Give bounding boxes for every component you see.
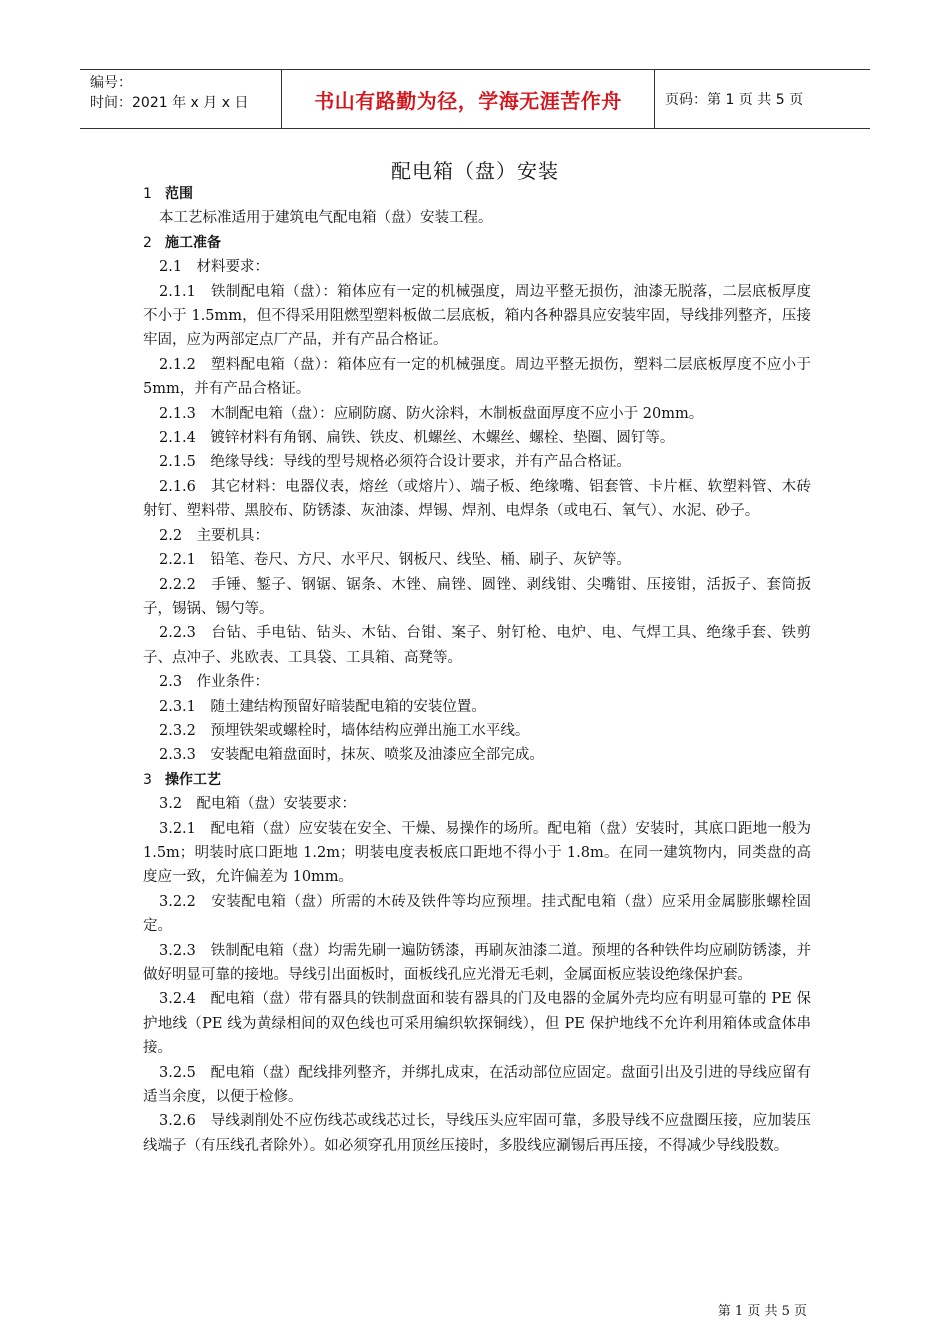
section-heading [143,231,811,255]
body-paragraph: 2.1.6 其它材料：电器仪表，熔丝（或熔片）、端子板、绝缘嘴、铝套管、卡片框、软塑料管、木砖射钉、塑料带、黑胶布、防锈漆、灰油漆、焊锡、焊剂、电焊条（或电石、氧气）、水泥、砂子。 [143,478,811,520]
body-paragraph: 2.1.3 木制配电箱（盘）：应刷防腐、防火涂料，木制板盘面厚度不应小于 20mm。 [159,405,704,422]
section-heading [143,768,811,792]
body-paragraph: 2.3.2 预埋铁架或螺栓时，墙体结构应弹出施工水平线。 [159,722,530,739]
body-paragraph: 3.2.2 安装配电箱（盘）所需的木砖及铁件等均应预埋。挂式配电箱（盘）应采用金属膨胀螺栓固定。 [143,893,811,935]
body-paragraph: 本工艺标准适用于建筑电气配电箱（盘）安装工程。 [159,210,493,227]
body-paragraph: 2.1.1 铁制配电箱（盘）：箱体应有一定的机械强度，周边平整无损伤，油漆无脱落，二层底板厚度不小于 1.5mm，但不得采用阻燃型塑料板做二层底板，箱内各种器具应安装牢固，导线排列整齐，压接牢固，应为两部定点厂产品，并有产品合格证。 [143,283,811,349]
time-label: 时间：2021 年 x 月 x 日 [90,95,249,111]
body-paragraph: 2.2.2 手锤、錾子、钢锯、锯条、木锉、扁锉、圆锉、剥线钳、尖嘴钳、压接钳，活扳子、套筒扳子，锡锅、锡勺等。 [143,576,811,617]
section-number: 1 [143,186,152,202]
document-body [143,182,811,1158]
body-paragraph: 2.3.3 安装配电箱盘面时，抹灰、喷浆及油漆应全部完成。 [159,747,544,764]
header-motto: 书山有路勤为径，学海无涯苦作舟 [282,70,655,128]
body-paragraph: 2.2 主要机具： [159,527,270,544]
header-page-label: 页码：第 1 页 共 5 页 [665,92,804,108]
body-paragraph: 2.3.1 随土建结构预留好暗装配电箱的安装位置。 [159,698,486,715]
body-paragraph: 3.2.6 导线剥削处不应伤线芯或线芯过长，导线压头应牢固可靠，多股导线不应盘圈压接，应加装压线端子（有压线孔者除外）。如必须穿孔用顶丝压接时，多股线应涮锡后再压接，不得减少导线股数。 [143,1113,811,1154]
body-paragraph: 2.3 作业条件： [159,674,270,691]
body-paragraph: 2.1 材料要求： [159,259,270,276]
body-paragraph: 2.2.1 铅笔、卷尺、方尺、水平尺、钢板尺、线坠、桶、刷子、灰铲等。 [159,552,631,569]
body-paragraph: 3.2.3 铁制配电箱（盘）均需先刷一遍防锈漆，再刷灰油漆二道。预埋的各种铁件均应刷防锈漆，并做好明显可靠的接地。导线引出面板时，面板线孔应光滑无毛刺，金属面板应装设绝缘保护套。 [143,942,811,983]
section-heading-text: 范围 [165,186,193,202]
body-paragraph: 2.1.4 镀锌材料有角钢、扁铁、铁皮、机螺丝、木螺丝、螺栓、垫圈、圆钉等。 [159,430,675,447]
section-number: 2 [143,234,152,251]
document-title: 配电箱（盘）安装 [391,159,559,183]
section-heading [143,182,811,206]
body-paragraph: 2.1.2 塑料配电箱（盘）：箱体应有一定的机械强度。周边平整无损伤，塑料二层底板厚度不应小于 5mm，并有产品合格证。 [143,356,811,398]
body-paragraph: 3.2.1 配电箱（盘）应安装在安全、干燥、易操作的场所。配电箱（盘）安装时，其底口距地一般为 1.5m；明装时底口距地 1.2m；明装电度表板底口距地不得小于 1.8m。在同一建筑物内，同类盘的高度应一致，允许偏差为 10mm。 [143,820,811,886]
body-paragraph: 3.2.5 配电箱（盘）配线排列整齐，并绑扎成束，在活动部位应固定。盘面引出及引进的导线应留有适当余度，以便于检修。 [143,1064,811,1106]
section-heading-text: 施工准备 [165,234,221,251]
body-paragraph: 2.1.5 绝缘导线：导线的型号规格必须符合设计要求，并有产品合格证。 [159,454,631,471]
header-table [80,69,870,129]
section-heading-text: 操作工艺 [165,771,221,788]
body-paragraph: 3.2 配电箱（盘）安装要求： [159,796,357,813]
section-number: 3 [143,771,152,788]
header-info-cell [80,70,282,128]
body-paragraph: 2.2.3 台钻、手电钻、钻头、木钻、台钳、案子、射钉枪、电炉、电、气焊工具、绝缘手套、铁剪子、点冲子、兆欧表、工具袋、工具箱、高凳等。 [143,625,811,666]
page-footer: 第 1 页 共 5 页 [717,1304,807,1319]
body-paragraph: 3.2.4 配电箱（盘）带有器具的铁制盘面和装有器具的门及电器的金属外壳均应有明显可靠的 PE 保护地线（PE 线为黄绿相间的双色线也可采用编织软探铜线），但 PE 保护地线不允许利用箱体或盒体串接。 [143,991,811,1057]
number-label: 编号： [90,75,132,91]
